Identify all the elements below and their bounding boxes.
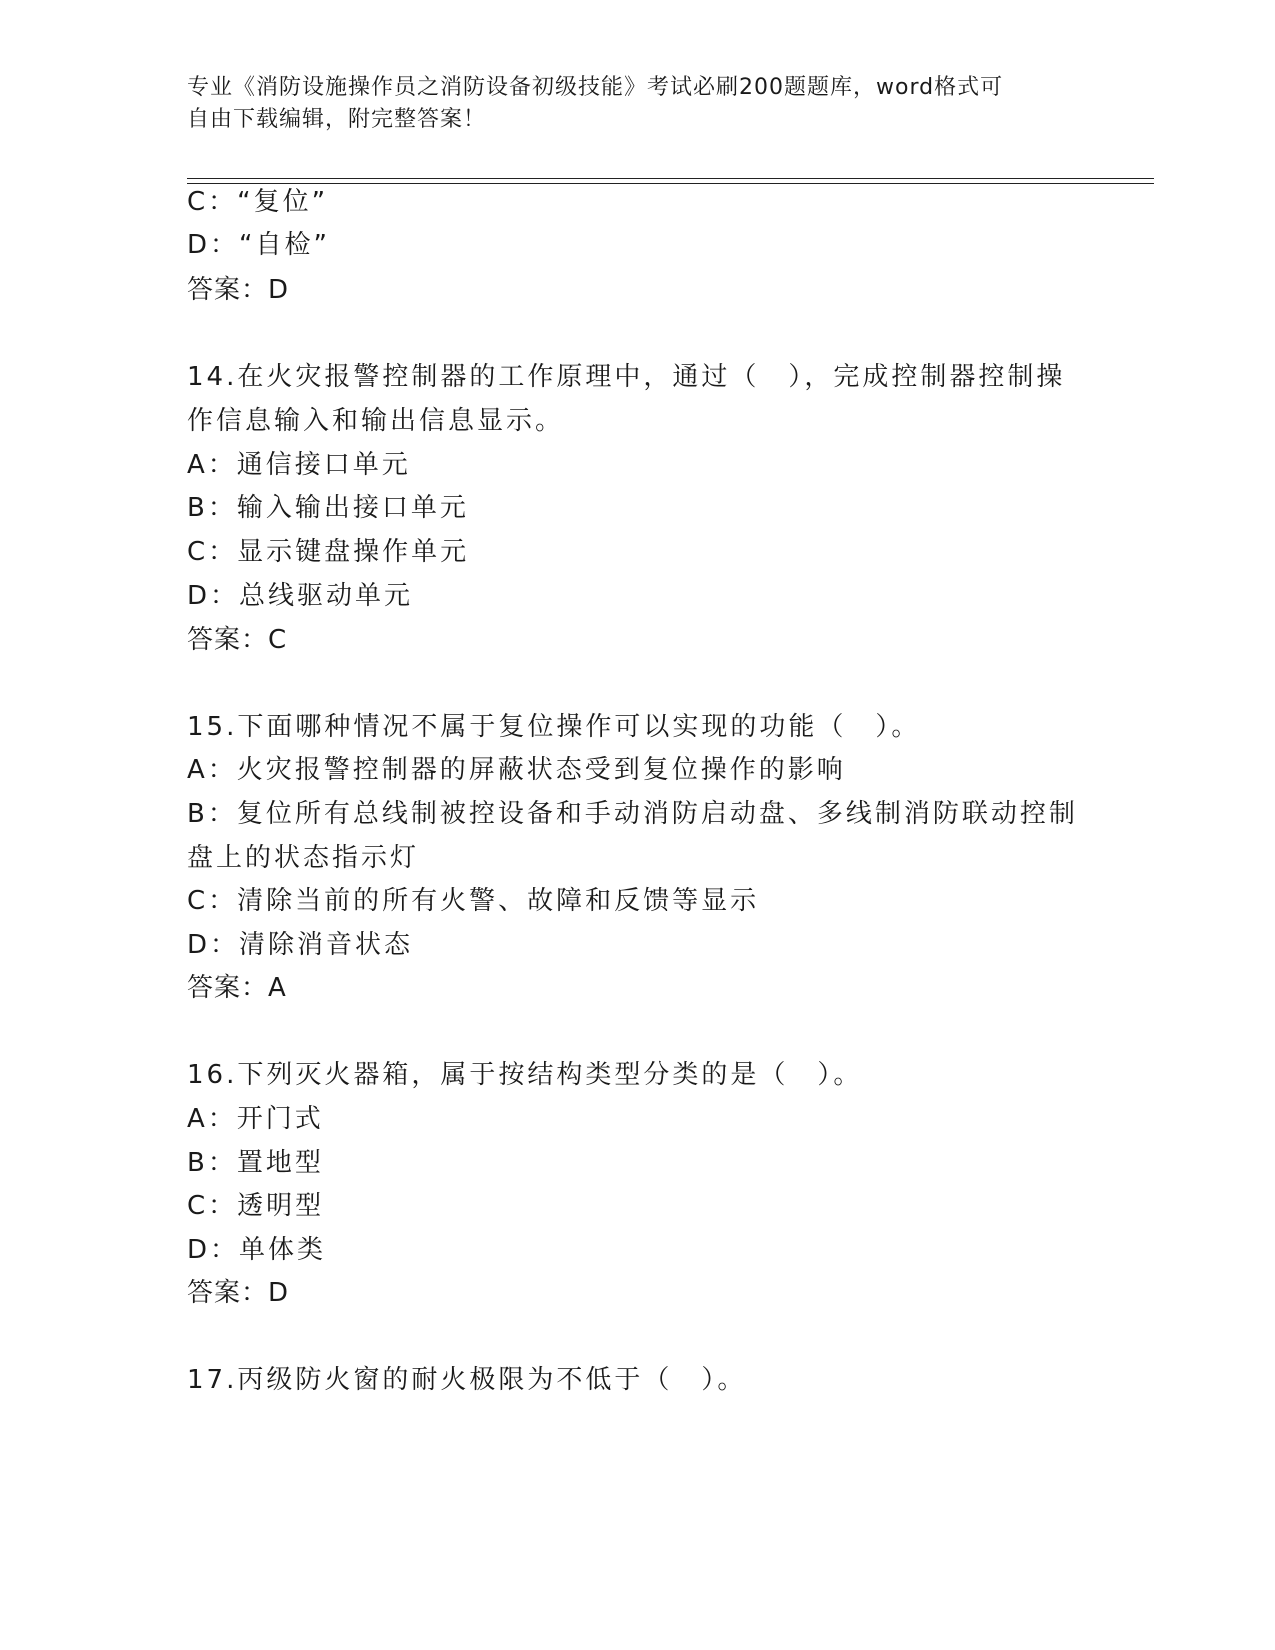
q14-option-c: C：显示键盘操作单元 [187, 537, 470, 567]
q14-stem-line-1: 14.在火灾报警控制器的工作原理中，通过（ ），完成控制器控制操 [187, 362, 1066, 392]
q13-answer: 答案：D [187, 275, 290, 305]
q15-option-b-line-1: B：复位所有总线制被控设备和手动消防启动盘、多线制消防联动控制 [187, 799, 1078, 829]
q16-option-c: C：透明型 [187, 1191, 325, 1221]
q15-stem: 15.下面哪种情况不属于复位操作可以实现的功能（ ）。 [187, 712, 921, 742]
q17-stem: 17.丙级防火窗的耐火极限为不低于（ ）。 [187, 1365, 747, 1395]
q14-option-a: A：通信接口单元 [187, 450, 411, 480]
q13-option-c: C：“复位” [187, 187, 329, 217]
q16-option-d: D：单体类 [187, 1235, 327, 1265]
q15-option-d: D：清除消音状态 [187, 930, 414, 960]
q16-option-a: A：开门式 [187, 1104, 324, 1134]
page-header [187, 72, 1087, 136]
header-line-2: 自由下载编辑，附完整答案！ [187, 107, 487, 132]
header-divider [187, 178, 1154, 184]
q14-option-d: D：总线驱动单元 [187, 581, 414, 611]
header-line-1: 专业《消防设施操作员之消防设备初级技能》考试必刷200题题库，word格式可 [187, 75, 1004, 100]
q16-stem: 16.下列灭火器箱，属于按结构类型分类的是（ ）。 [187, 1060, 863, 1090]
q15-answer: 答案：A [187, 973, 287, 1003]
q16-option-b: B：置地型 [187, 1148, 324, 1178]
q15-option-b-line-2: 盘上的状态指示灯 [187, 843, 420, 873]
q16-answer: 答案：D [187, 1278, 290, 1308]
q13-option-d: D：“自检” [187, 230, 330, 260]
q14-answer: 答案：C [187, 625, 288, 655]
q15-option-a: A：火灾报警控制器的屏蔽状态受到复位操作的影响 [187, 755, 846, 785]
q14-option-b: B：输入输出接口单元 [187, 493, 469, 523]
q15-option-c: C：清除当前的所有火警、故障和反馈等显示 [187, 886, 760, 916]
q14-stem-line-2: 作信息输入和输出信息显示。 [187, 406, 565, 436]
